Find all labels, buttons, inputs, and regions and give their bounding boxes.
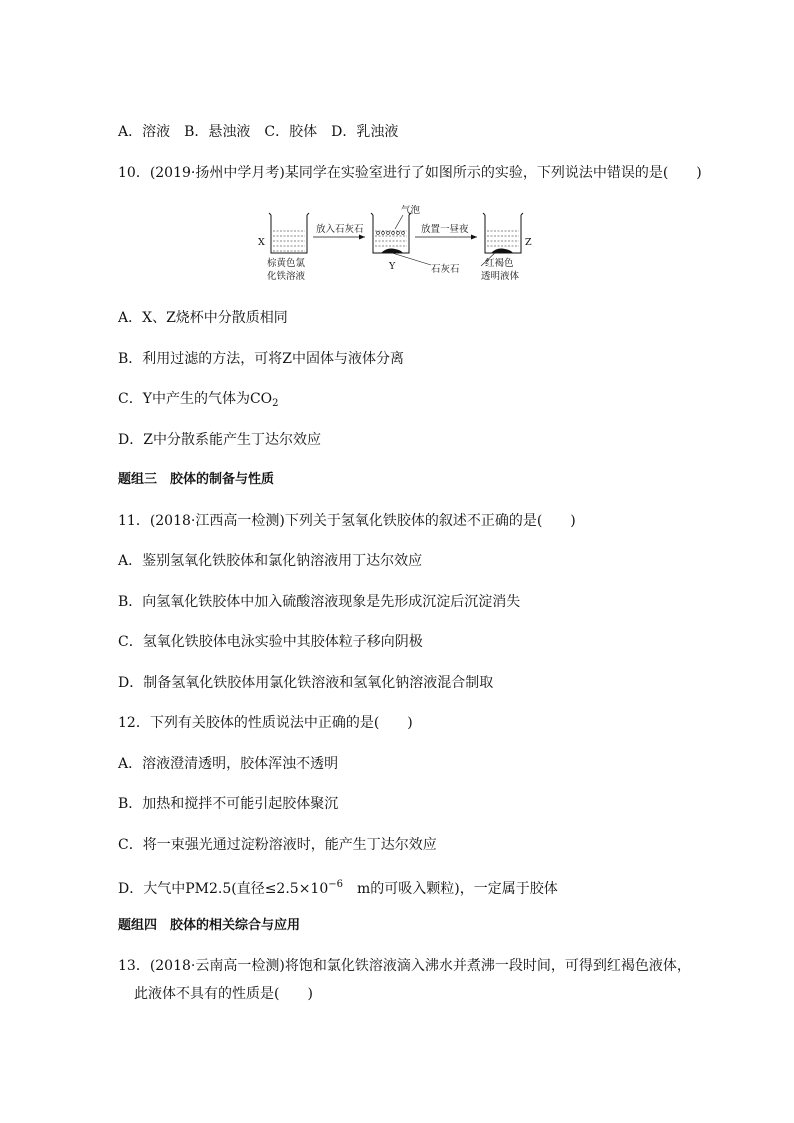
q11-option-c: C．氢氧化铁胶体电泳实验中其胶体粒子移向阴极 bbox=[118, 634, 423, 650]
q10-option-a: A．X、Z烧杯中分散质相同 bbox=[118, 310, 288, 326]
q12-option-d bbox=[118, 875, 558, 899]
bubble-label: 气泡 bbox=[401, 205, 421, 216]
q11-option-b: B．向氢氧化铁胶体中加入硫酸溶液现象是先形成沉淀后沉淀消失 bbox=[118, 594, 521, 610]
q9-options: A．溶液 B．悬浊液 C．胶体 D．乳浊液 bbox=[118, 124, 399, 140]
q12-option-d-superscript: −6 bbox=[328, 879, 343, 890]
beaker1-caption-2: 化铁溶液 bbox=[267, 271, 306, 282]
q10-option-d: D．Z中分散系能产生丁达尔效应 bbox=[118, 432, 321, 448]
q13-stem-line2: 此液体不具有的性质是( ) bbox=[134, 986, 313, 1002]
q11-option-d: D．制备氢氧化铁胶体用氯化铁溶液和氢氧化钠溶液混合制取 bbox=[118, 675, 494, 691]
q12-option-b: B．加热和搅拌不可能引起胶体聚沉 bbox=[118, 796, 339, 812]
beaker3-caption-1: 红褐色 bbox=[485, 258, 514, 269]
q10-option-b: B．利用过滤的方法，可将Z中固体与液体分离 bbox=[118, 351, 405, 367]
q10-option-c bbox=[118, 389, 279, 414]
arrow2-label: 放置一昼夜 bbox=[421, 224, 469, 235]
q12-option-d-text: D．大气中PM2.5(直径≤2.5×10 bbox=[118, 881, 329, 897]
beaker-y bbox=[371, 213, 431, 265]
q12-option-d-suffix: m的可吸入颗粒)，一定属于胶体 bbox=[343, 881, 558, 897]
q11-option-a: A．鉴别氢氧化铁胶体和氯化钠溶液用丁达尔效应 bbox=[118, 553, 423, 569]
beaker1-caption-1: 棕黄色氯 bbox=[267, 258, 306, 269]
q12-option-c: C．将一束强光通过淀粉溶液时，能产生丁达尔效应 bbox=[118, 837, 437, 853]
q12-option-a: A．溶液澄清透明，胶体浑浊不透明 bbox=[118, 756, 339, 772]
q10-option-c-subscript: 2 bbox=[272, 398, 279, 409]
q12-stem: 12．下列有关胶体的性质说法中正确的是( ) bbox=[118, 715, 413, 731]
arrow-2 bbox=[415, 235, 477, 240]
arrow-1 bbox=[313, 235, 365, 240]
arrow1-label: 放入石灰石 bbox=[316, 224, 364, 235]
beaker-x bbox=[269, 213, 309, 253]
q10-stem: 10．(2019·扬州中学月考)某同学在实验室进行了如图所示的实验，下列说法中错误的是( ) bbox=[118, 165, 702, 181]
stone-label: 石灰石 bbox=[431, 264, 460, 275]
q10-option-c-text: C．Y中产生的气体为CO bbox=[118, 391, 273, 407]
q13-stem-line1: 13．(2018·云南高一检测)将饱和氯化铁溶液滴入沸水并煮沸一段时间，可得到红褐色液体， bbox=[118, 958, 691, 974]
q11-stem: 11．(2018·江西高一检测)下列关于氢氧化铁胶体的叙述不正确的是( ) bbox=[118, 513, 576, 529]
label-y: Y bbox=[389, 261, 396, 272]
label-x: X bbox=[258, 237, 265, 248]
label-z: Z bbox=[525, 237, 532, 248]
experiment-figure bbox=[255, 205, 540, 295]
beaker3-caption-2: 透明液体 bbox=[481, 271, 520, 282]
group4-heading: 题组四 胶体的相关综合与应用 bbox=[118, 918, 301, 933]
group3-heading: 题组三 胶体的制备与性质 bbox=[118, 472, 275, 487]
